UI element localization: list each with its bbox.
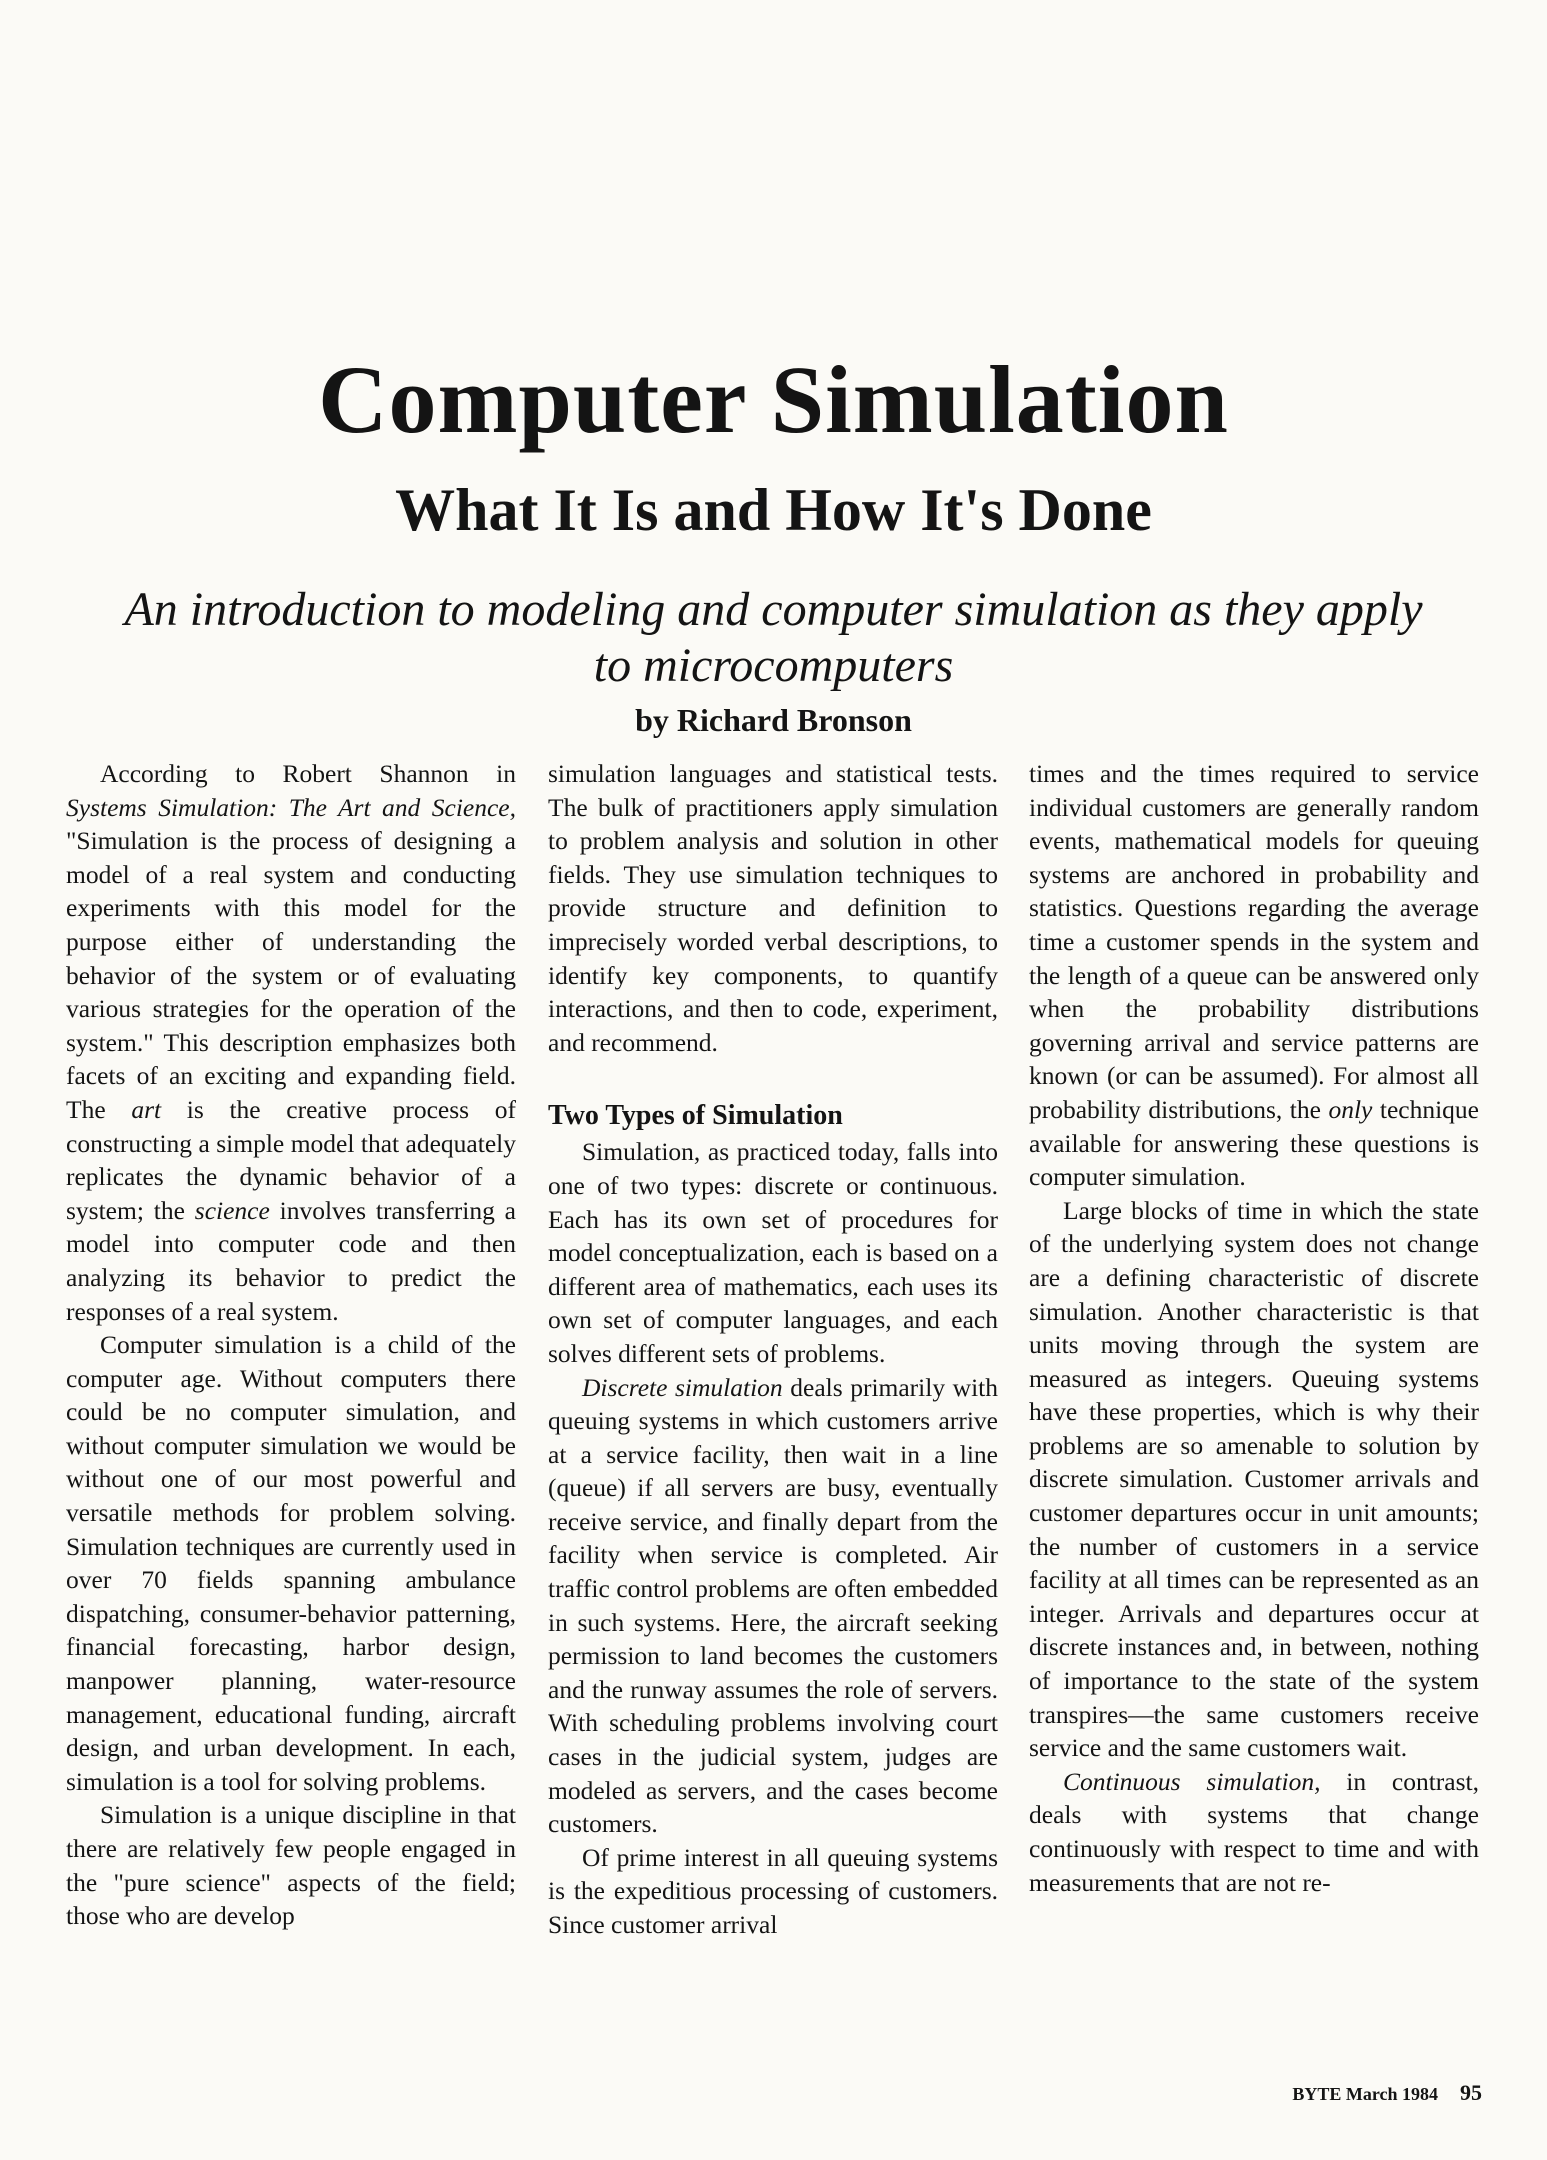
page-number: 95 (1460, 2080, 1482, 2105)
paragraph: simulation languages and statistical tests. The bulk of practitioners apply simulation to problem analysis and solution in other fields. They use simulation techniques to provide structure and definition to imprecisely worded verbal descriptions, to identify key components, to quantify interactions, and then to code, experiment, and recommend. (548, 759, 998, 1057)
column-1 (66, 757, 516, 1933)
section-heading: Two Types of Simulation (548, 1100, 843, 1132)
paragraph: Discrete simulation deals primarily with queuing systems in which customers arrive at a service facility, then wait in a line (queue) if all servers are busy, eventually receive service, and finally depart from the facility when service is completed. Air traffic control problems are often embedded in such systems. Here, the aircraft seeking permission to land becomes the customers and the runway assumes the role of servers. With scheduling problems involving court cases in the judicial system, judges are modeled as servers, and the cases become customers. (548, 1372, 998, 1839)
article-deck: An introduction to modeling and computer simulation as they apply to microcomputers (124, 583, 1423, 692)
paragraph: times and the times required to service individual customers are generally random events, mathematical models for queuing systems are anchored in probability and statistics. Questions regarding the average time a customer spends in the system and the length of a queue can be answered only when the probability distributions governing arrival and service patterns are known (or can be assumed). For almost all probability distributions, the only technique available for answering these questions is computer simulation. (1029, 759, 1479, 1192)
column-3 (1029, 757, 1479, 1899)
article-subtitle: What It Is and How It's Done (395, 477, 1152, 543)
paragraph: Simulation is a unique discipline in that there are relatively few people engaged in the "pure science" aspects of the field; those who are develop (66, 1800, 516, 1931)
paragraph: According to Robert Shannon in Systems Simulation: The Art and Science, "Simulation is the process of designing a model of a real system and conducting experiments with this model for the purpose either of understanding the behavior of the system or of evaluating various strategies for the operation of the system." This description emphasizes both facets of an exciting and expanding field. The art is the creative process of constructing a simple model that adequately replicates the dynamic behavior of a system; the science involves transferring a model into computer code and then analyzing its behavior to predict the responses of a real system. (66, 759, 517, 1326)
page-footer (1292, 2080, 1482, 2106)
publication-line: BYTE March 1984 (1292, 2084, 1438, 2104)
column-2 (548, 757, 998, 1942)
paragraph: Large blocks of time in which the state of the underlying system does not change are a defining characteristic of discrete simulation. Another characteristic is that units moving through the system are measured as integers. Queuing systems have these properties, which is why their problems are so amenable to solution by discrete simulation. Customer arrivals and customer departures occur in unit amounts; the number of customers in a service facility at all times can be represented as an integer. Arrivals and departures occur at discrete instances and, in between, nothing of importance to the state of the system transpires—the same customers receive service and the same customers wait. (1029, 1195, 1479, 1763)
article-title: Computer Simulation (318, 346, 1229, 453)
paragraph: Of prime interest in all queuing systems is the expeditious processing of customers. Since customer arrival (548, 1842, 998, 1939)
paragraph: Continuous simulation, in contrast, deals with systems that change continuously with respect to time and with measurements that are not re- (1029, 1766, 1480, 1897)
paragraph: Simulation, as practiced today, falls into one of two types: discrete or continuous. Each has its own set of procedures for model conceptualization, each is based on a different area of mathematics, each uses its own set of computer languages, and each solves different sets of problems. (548, 1137, 998, 1368)
paragraph: Computer simulation is a child of the computer age. Without computers there could be no computer simulation, and without computer simulation we would be without one of our most powerful and versatile methods for problem solving. Simulation techniques are currently used in over 70 fields spanning ambulance dispatching, consumer-behavior patterning, financial forecasting, harbor design, manpower planning, water-resource management, educational funding, aircraft design, and urban development. In each, simulation is a tool for solving problems. (66, 1330, 516, 1796)
byline: by Richard Bronson (635, 702, 912, 738)
